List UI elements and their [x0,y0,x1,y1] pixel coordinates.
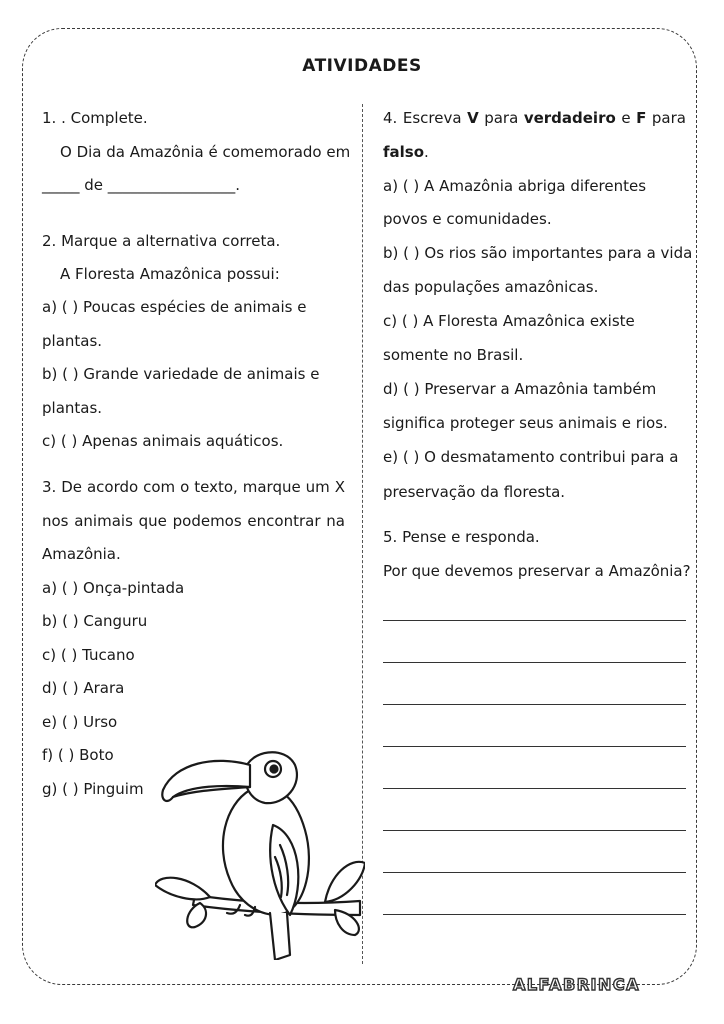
q2-option-a: a) ( ) Poucas espécies de animais e [42,298,307,316]
q2-intro: A Floresta Amazônica possui: [60,265,280,283]
q4-option-d: d) ( ) Preservar a Amazônia também [383,380,657,398]
answer-line[interactable] [383,872,686,873]
q5-title: 5. Pense e responda. [383,528,540,546]
q4-option-c-cont: somente no Brasil. [383,346,524,364]
toucan-illustration [155,745,365,960]
answer-line[interactable] [383,788,686,789]
answer-line[interactable] [383,662,686,663]
q4-option-a: a) ( ) A Amazônia abriga diferentes [383,177,647,195]
page-title: ATIVIDADES [302,56,422,76]
q1-title: 1. . Complete. [42,109,148,127]
answer-line[interactable] [383,914,686,915]
q3-option: e) ( ) Urso [42,713,118,731]
answer-line[interactable] [383,704,686,705]
alfabrinca-logo: ALFABRINCA [512,975,640,994]
q3-option: f) ( ) Boto [42,746,114,764]
q4-option-a-cont: povos e comunidades. [383,210,552,228]
q4-title-line1: 4. Escreva V para verdadeiro e F para [383,109,686,127]
q3-title-line3: Amazônia. [42,545,121,563]
q4-option-b: b) ( ) Os rios são importantes para a vida [383,244,693,262]
answer-line[interactable] [383,746,686,747]
q3-option: g) ( ) Pinguim [42,780,144,798]
q2-option-b: b) ( ) Grande variedade de animais e [42,365,320,383]
q4-title-line2: falso. [383,143,429,161]
q3-option: b) ( ) Canguru [42,612,148,630]
answer-line[interactable] [383,830,686,831]
q2-option-c: c) ( ) Apenas animais aquáticos. [42,432,284,450]
q4-option-b-cont: das populações amazônicas. [383,278,599,296]
q1-blank: _____ de _________________. [42,176,241,194]
q4-option-e: e) ( ) O desmatamento contribui para a [383,448,679,466]
answer-line[interactable] [383,620,686,621]
q3-option: c) ( ) Tucano [42,646,135,664]
q2-option-b-cont: plantas. [42,399,103,417]
q3-option: a) ( ) Onça-pintada [42,579,185,597]
q4-option-e-cont: preservação da floresta. [383,483,566,501]
q5-text: Por que devemos preservar a Amazônia? [383,562,691,580]
q4-option-d-cont: significa proteger seus animais e rios. [383,414,668,432]
q4-option-c: c) ( ) A Floresta Amazônica existe [383,312,635,330]
q2-title: 2. Marque a alternativa correta. [42,232,281,250]
q3-title-line2: nos animais que podemos encontrar na [42,512,345,530]
q2-option-a-cont: plantas. [42,332,103,350]
q3-title-line1: 3. De acordo com o texto, marque um X [42,478,345,496]
q1-text: O Dia da Amazônia é comemorado em [60,143,351,161]
q3-option: d) ( ) Arara [42,679,125,697]
